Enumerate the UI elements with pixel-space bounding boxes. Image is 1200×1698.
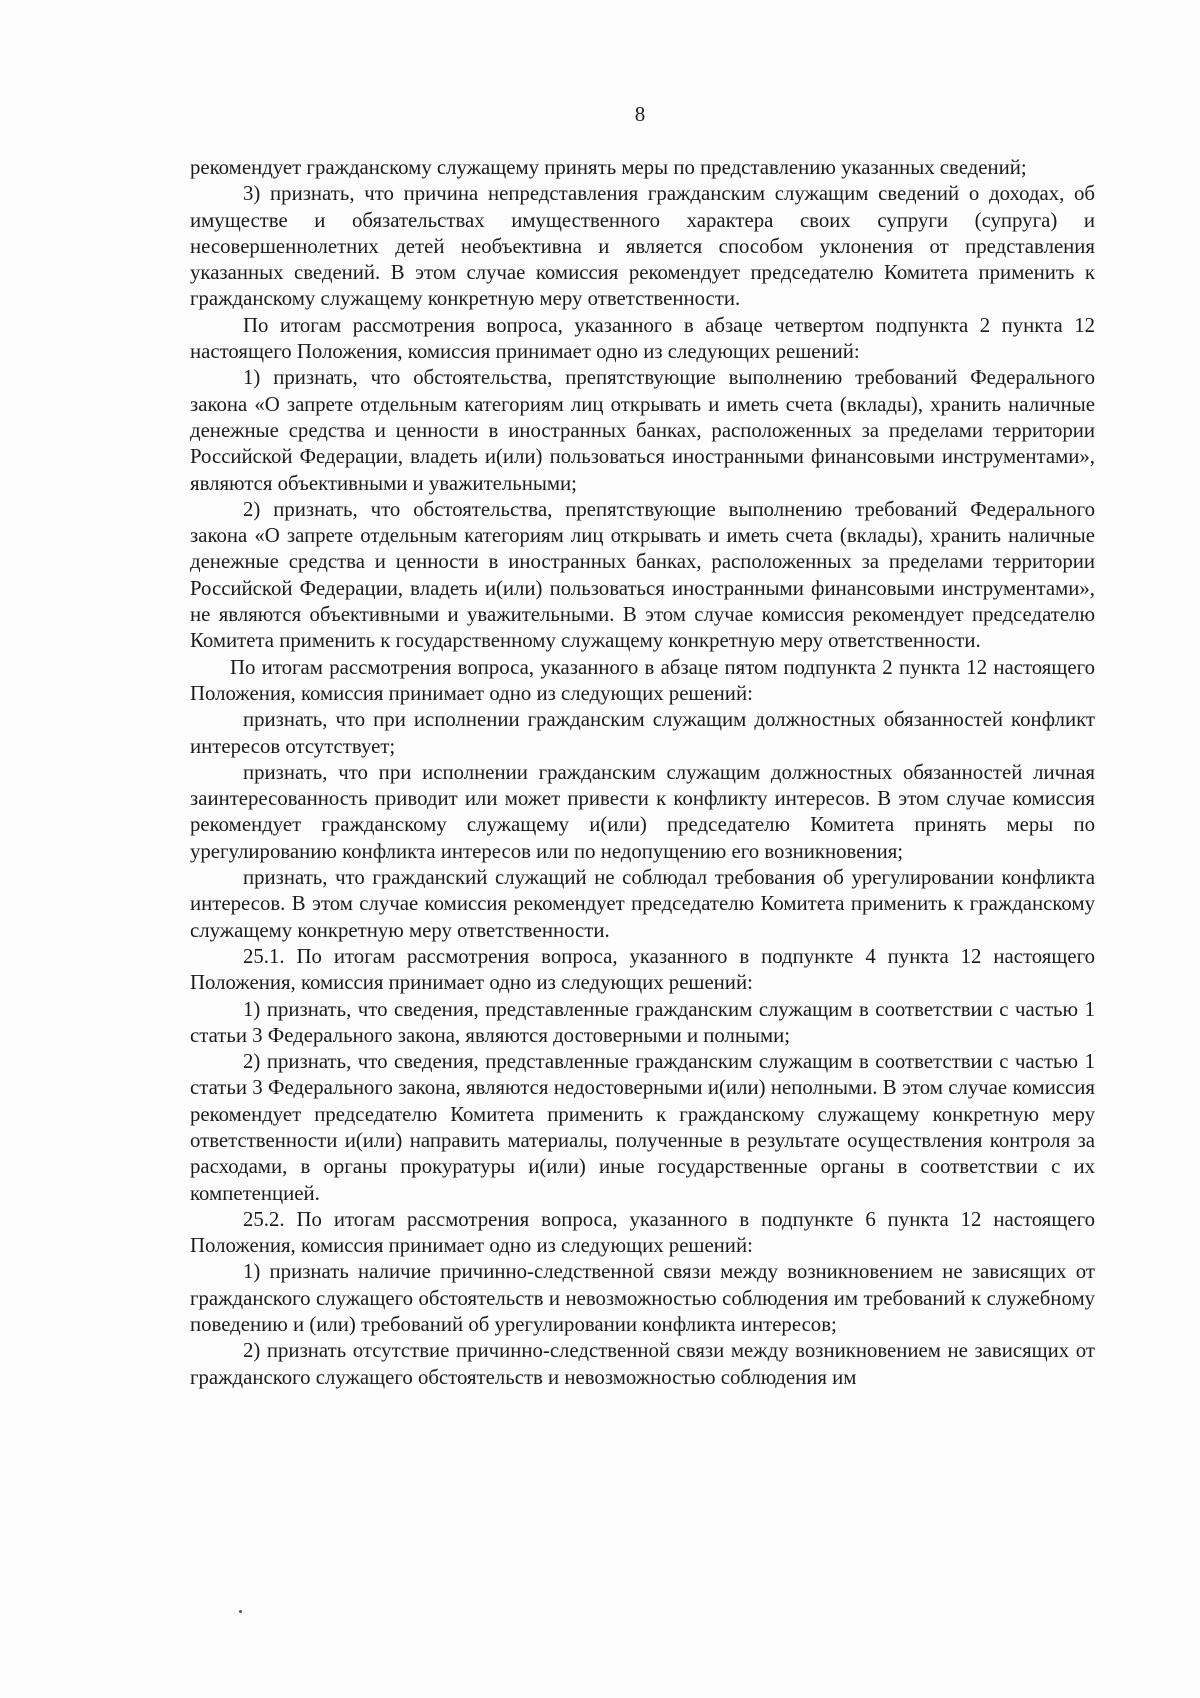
- paragraph: 25.1. По итогам рассмотрения вопроса, указанного в подпункте 4 пункта 12 настоящего Положения, комиссия принимает одно из следующих решений:: [190, 944, 1095, 995]
- paragraph: 3) признать, что причина непредставления гражданским служащим сведений о доходах, об имуществе и обязательствах имущественного характера своих супруги (супруга) и несовершеннолетних детей необъективна и является способом уклонения от представления указанных сведений. В этом случае комиссия рекомендует председателю Комитета применить к гражданскому служащему конкретную меру ответственности.: [190, 182, 1095, 311]
- paragraph: 2) признать, что сведения, представленные гражданским служащим в соответствии с частью 1 статьи 3 Федерального закона, являются недостоверными и(или) неполными. В этом случае комиссия рекомендует председателю Комитета применить к гражданскому служащему конкретную меру ответственности и(или) направить материалы, полученные в результате осуществления контроля за расходами, в органы прокуратуры и(или) иные государственные органы в соответствии с их компетенцией.: [190, 1050, 1095, 1205]
- paragraph: 2) признать отсутствие причинно-следственной связи между возникновением не зависящих от гражданского служащего обстоятельств и невозможностью соблюдения им: [190, 1339, 1095, 1389]
- page-number: 8: [634, 102, 646, 126]
- paragraph: По итогам рассмотрения вопроса, указанного в абзаце четвертом подпункта 2 пункта 12 настоящего Положения, комиссия принимает одно из следующих решений:: [190, 313, 1095, 364]
- paragraph: 1) признать, что обстоятельства, препятствующие выполнению требований Федерального закона «О запрете отдельным категориям лиц открывать и иметь счета (вклады), хранить наличные денежные средства и ценности в иностранных банках, расположенных за пределами территории Российской Федерации, владеть и(или) пользоваться иностранными финансовыми инструментами», являются объективными и уважительными;: [190, 366, 1095, 495]
- paragraph: 25.2. По итогам рассмотрения вопроса, указанного в подпункте 6 пункта 12 настоящего Положения, комиссия принимает одно из следующих решений:: [190, 1207, 1095, 1258]
- paragraph: рекомендует гражданскому служащему принять меры по представлению указанных сведений;: [190, 156, 1027, 179]
- paragraph: признать, что при исполнении гражданским служащим должностных обязанностей конфликт интересов отсутствует;: [190, 708, 1095, 758]
- paragraph: признать, что при исполнении гражданским служащим должностных обязанностей личная заинтересованность приводит или может привести к конфликту интересов. В этом случае комиссия рекомендует гражданскому служащему и(или) председателю Комитета принять меры по урегулированию конфликта интересов или по недопущению его возникновения;: [190, 760, 1095, 863]
- scan-speck: [239, 1610, 242, 1613]
- document-body: [190, 155, 1095, 1391]
- paragraph: По итогам рассмотрения вопроса, указанного в абзаце пятом подпункта 2 пункта 12 настоящего Положения, комиссия принимает одно из следующих решений:: [190, 655, 1095, 705]
- paragraph: 1) признать, что сведения, представленные гражданским служащим в соответствии с частью 1 статьи 3 Федерального закона, являются достоверными и полными;: [190, 997, 1095, 1047]
- paragraph: 1) признать наличие причинно-следственной связи между возникновением не зависящих от гражданского служащего обстоятельств и невозможностью соблюдения им требований к служебному поведению и (или) требований об урегулировании конфликта интересов;: [190, 1260, 1095, 1337]
- paragraph: признать, что гражданский служащий не соблюдал требования об урегулировании конфликта интересов. В этом случае комиссия рекомендует председателю Комитета применить к гражданскому служащему конкретную меру ответственности.: [190, 866, 1095, 942]
- paragraph: 2) признать, что обстоятельства, препятствующие выполнению требований Федерального закона «О запрете отдельным категориям лиц открывать и иметь счета (вклады), хранить наличные денежные средства и ценности в иностранных банках, расположенных за пределами территории Российской Федерации, владеть и(или) пользоваться иностранными финансовыми инструментами», не являются объективными и уважительными. В этом случае комиссия рекомендует председателю Комитета применить к государственному служащему конкретную меру ответственности.: [190, 497, 1095, 653]
